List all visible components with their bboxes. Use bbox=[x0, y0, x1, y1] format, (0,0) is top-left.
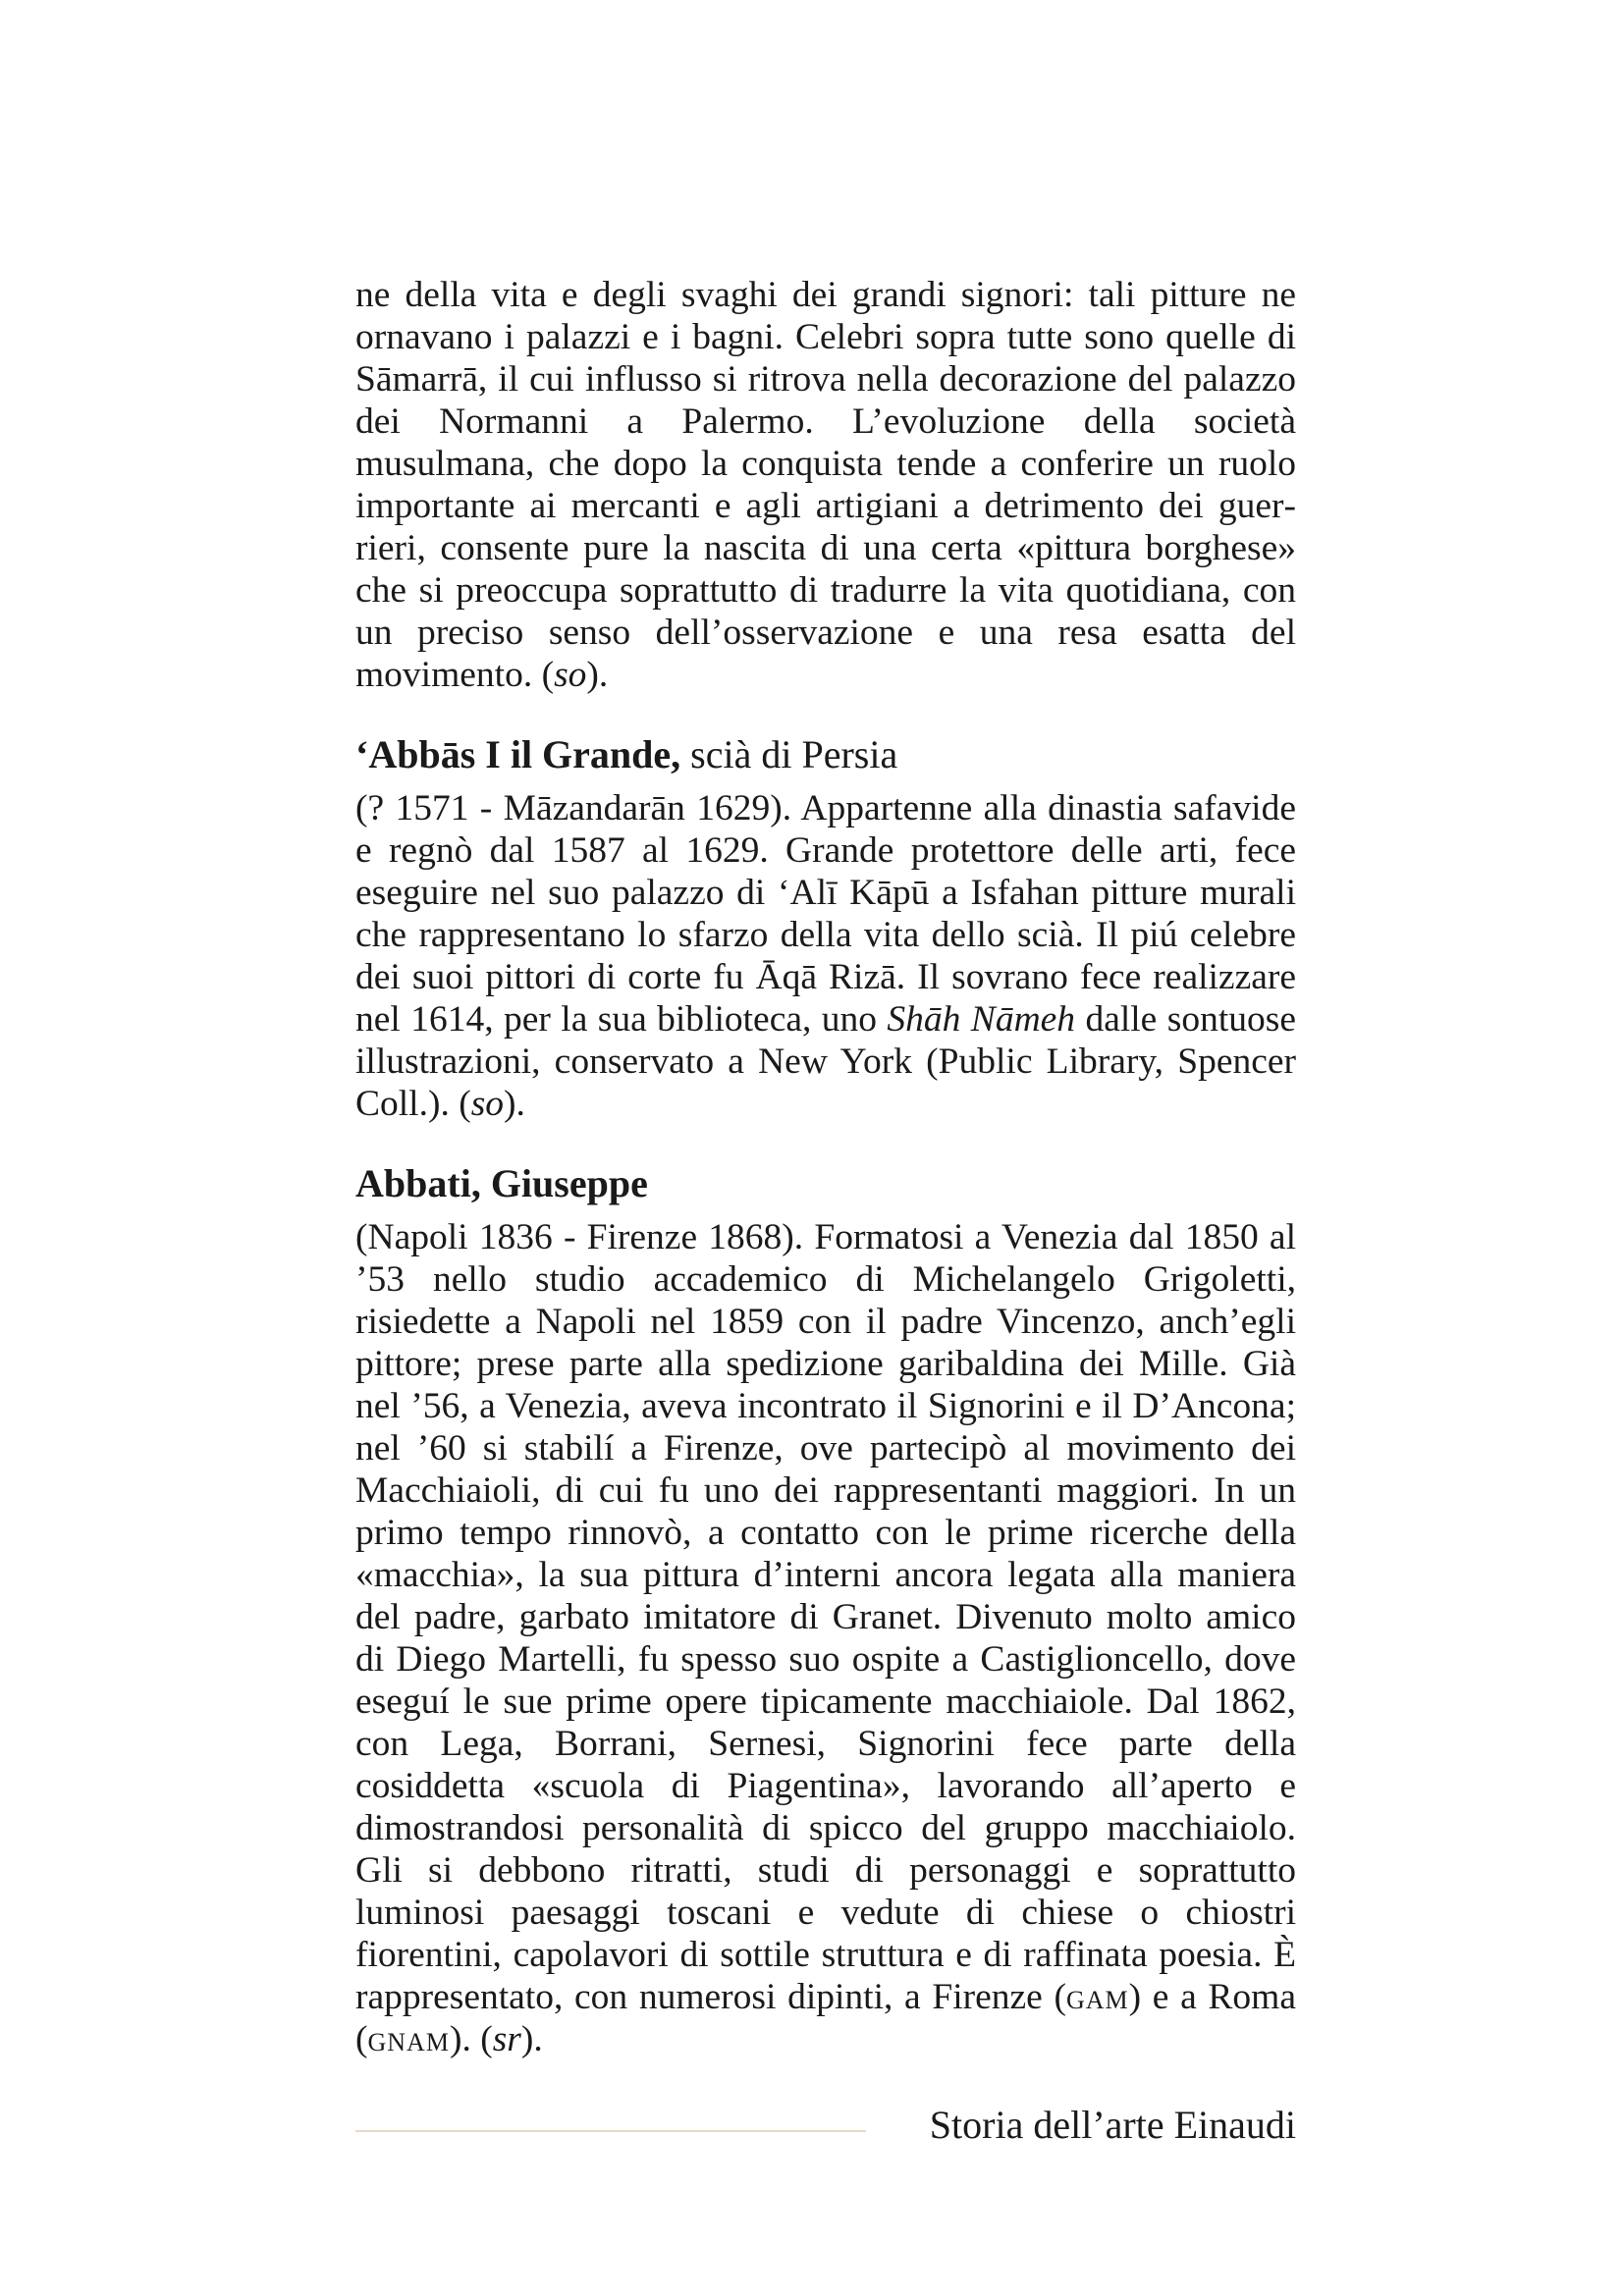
entry-subtitle: scià di Persia bbox=[680, 732, 898, 776]
entry-body-main: (Napoli 1836 - Firenze 1868). Formatosi a Venezia dal 1850 al ’53 nello studio accademico di Michelangelo Grigoletti, risiedette a Napoli nel 1859 con il padre Vincenzo, anch’egli pittore; prese parte alla spedizione garibaldina dei Mille. Già nel ’56, a Venezia, aveva incontrato il Signorini e il D’Ancona; nel ’60 si stabilí a Firenze, ove partecipò al movimento dei Macchiaioli, di cui fu uno dei rappresentanti maggiori. In un primo tempo rinnovò, a contatto con le prime ricerche della «macchia», la sua pittura d’interni ancora legata alla maniera del padre, garbato imitatore di Granet. Divenuto molto amico di Diego Martelli, fu spesso suo ospite a Castiglioncello, dove eseguí le sue prime opere tipicamente macchiaiole. Dal 1862, con Lega, Borrani, Sernesi, Signorini fece parte della cosiddetta «scuola di Piagentina», lavorando all’aperto e dimostrandosi personalità di spicco del gruppo macchiaiolo. Gli si debbono ritratti, studi di personaggi e soprattutto luminosi paesaggi toscani e vedute di chiese o chiostri fiorentini, capolavori di sottile struttura e di raffinata poesia. È rappresentato, con numerosi dipinti, a Firenze ( bbox=[355, 1217, 1296, 2017]
entry-heading bbox=[355, 1161, 1296, 1206]
entry-body bbox=[355, 1216, 1296, 2060]
paragraph-end: ). bbox=[586, 655, 609, 695]
entry-body-rest: dalle sontuose illustrazioni, conservato a New York (Public Library, Spencer Coll.). ( bbox=[355, 999, 1296, 1124]
author-initials: so bbox=[554, 655, 587, 695]
footer-title: Storia dell’arte Einaudi bbox=[929, 2103, 1296, 2147]
author-initials: so bbox=[470, 1084, 505, 1124]
entry-abbas bbox=[355, 732, 1296, 1125]
entry-body-intro: (? 1571 - Māzandarān 1629). Appartenne alla dinastia safavide e regnò dal 1587 al 1629. Grande protettore delle arti, fece eseguire nel suo palazzo di ‘Alī Kāpū a Isfahan pitture murali che rappresentano lo sfarzo della vita dello scià. Il piú celebre dei suoi pittori di corte fu Āqā Rizā. Il sovrano fece realizzare nel 1614, per la sua biblioteca, uno bbox=[355, 788, 1296, 1040]
entry-heading bbox=[355, 732, 1296, 777]
page-footer bbox=[355, 2096, 1296, 2155]
continuation-text: ne della vita e degli svaghi dei grandi signori: tali pitture ne ornavano i palazzi e i bagni. Celebri sopra tutte sono quelle di Sāmarrā, il cui influsso si ritrova nella decorazione del palazzo dei Normanni a Palermo. L’evoluzione della società musulmana, che dopo la conquista tende a conferire un ruolo importante ai mercanti e agli artigiani a detrimento dei guerrieri, consente pure la nascita di una certa «pittura borghese» che si preoccupa soprattutto di tradurre la vita quotidiana, con un preciso senso dell’osservazione e una resa esatta del movimento. ( bbox=[355, 275, 1296, 695]
continuation-paragraph bbox=[355, 274, 1296, 696]
museum-abbreviation: gam bbox=[1065, 1977, 1129, 2017]
entry-abbati bbox=[355, 1161, 1296, 2060]
museum-abbreviation: gnam bbox=[367, 2019, 450, 2059]
paragraph-end: ). bbox=[520, 2019, 543, 2059]
paragraph-end: ). bbox=[504, 1084, 525, 1124]
entry-body-pre-author: ). ( bbox=[449, 2019, 493, 2059]
entry-name: ‘Abbās I il Grande, bbox=[355, 732, 681, 776]
entry-name: Abbati, Giuseppe bbox=[355, 1161, 648, 1205]
work-title: Shāh Nāmeh bbox=[887, 999, 1076, 1040]
text-column bbox=[355, 274, 1296, 2060]
entry-body-mid: ) e a Roma ( bbox=[355, 1977, 1296, 2059]
author-initials: sr bbox=[492, 2019, 521, 2059]
footer-rule bbox=[355, 2130, 866, 2132]
entry-body bbox=[355, 787, 1296, 1125]
